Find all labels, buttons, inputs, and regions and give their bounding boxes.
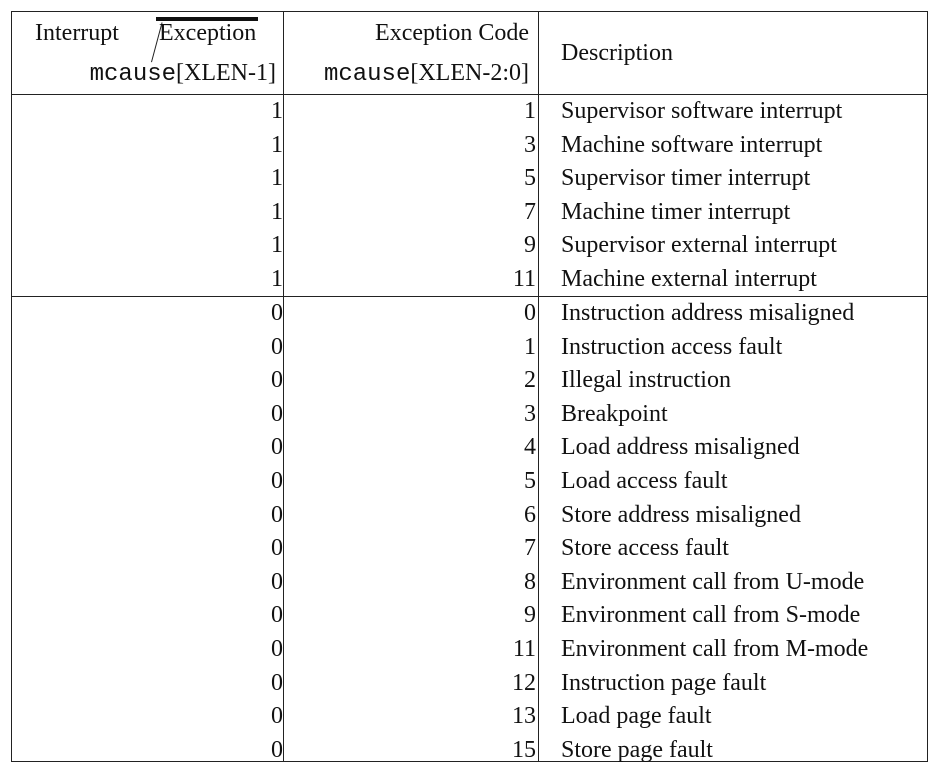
description-cell: Load address misaligned [561,434,800,461]
interrupt-cell: 0 [271,434,283,461]
interrupt-cell: 0 [271,568,283,595]
interrupt-cell: 0 [271,602,283,629]
interrupt-cell: 1 [271,98,283,124]
exception-code-cell: 9 [524,232,536,259]
column-divider [283,12,284,761]
description-cell: Supervisor software interrupt [561,98,843,124]
exception-code-cell: 7 [524,535,536,562]
interrupt-cell: 1 [271,266,283,292]
exception-code-cell: 2 [524,367,536,394]
header-mcause-code: mcause[XLEN-2:0] [323,60,529,88]
exception-code-cell: 9 [524,602,536,629]
description-cell: Instruction address misaligned [561,300,855,326]
interrupt-cell: 0 [271,468,283,494]
exception-code-cell: 15 [512,736,536,763]
description-cell: Environment call from U-mode [561,568,865,595]
exception-code-cell: 8 [524,568,536,595]
exception-code-cell: 6 [524,501,536,528]
interrupt-cell: 0 [271,636,283,662]
description-cell: Store page fault [561,736,713,763]
interrupt-cell: 0 [271,703,283,730]
interrupt-cell: 0 [271,367,283,394]
description-cell: Environment call from S-mode [561,602,861,629]
description-cell: Supervisor timer interrupt [561,165,811,192]
mcause-table [11,11,928,762]
interrupt-cell: 0 [271,501,283,528]
header-exception-label: Exception [159,20,257,46]
column-divider [538,12,539,761]
description-cell: Environment call from M-mode [561,636,869,662]
description-cell: Breakpoint [561,400,668,427]
exception-code-cell: 5 [524,165,536,192]
interrupt-cell: 1 [271,131,283,158]
description-cell: Store access fault [561,535,729,562]
interrupt-cell: 0 [271,400,283,427]
interrupt-cell: 1 [271,198,283,225]
description-cell: Load access fault [561,468,728,494]
description-cell: Machine timer interrupt [561,198,791,225]
exception-code-cell: 3 [524,400,536,427]
header-mcause-msb: mcause[XLEN-1] [89,60,276,88]
description-cell: Store address misaligned [561,501,801,528]
exception-code-cell: 11 [512,266,536,292]
interrupt-cell: 0 [271,333,283,360]
description-cell: Instruction page fault [561,669,767,696]
exception-code-cell: 3 [524,131,536,158]
exception-code-cell: 0 [524,300,536,326]
interrupt-cell: 0 [271,535,283,562]
exception-code-cell: 13 [512,703,536,730]
description-cell: Machine software interrupt [561,131,823,158]
interrupt-cell: 0 [271,300,283,326]
description-cell: Load page fault [561,703,712,730]
interrupt-cell: 1 [271,232,283,259]
description-cell: Illegal instruction [561,367,731,394]
header-description-label: Description [561,40,673,66]
interrupt-cell: 1 [271,165,283,192]
exception-code-cell: 4 [524,434,536,461]
header-interrupt-label: Interrupt [35,20,119,46]
exception-code-cell: 7 [524,198,536,225]
exception-code-cell: 12 [512,669,536,696]
exception-code-cell: 5 [524,468,536,494]
exception-code-cell: 11 [512,636,536,662]
exception-code-cell: 1 [524,98,536,124]
description-cell: Supervisor external interrupt [561,232,837,259]
interrupt-cell: 0 [271,669,283,696]
header-exception-code-label: Exception Code [375,20,529,46]
interrupt-cell: 0 [271,736,283,763]
description-cell: Instruction access fault [561,333,783,360]
exception-code-cell: 1 [524,333,536,360]
description-cell: Machine external interrupt [561,266,817,292]
